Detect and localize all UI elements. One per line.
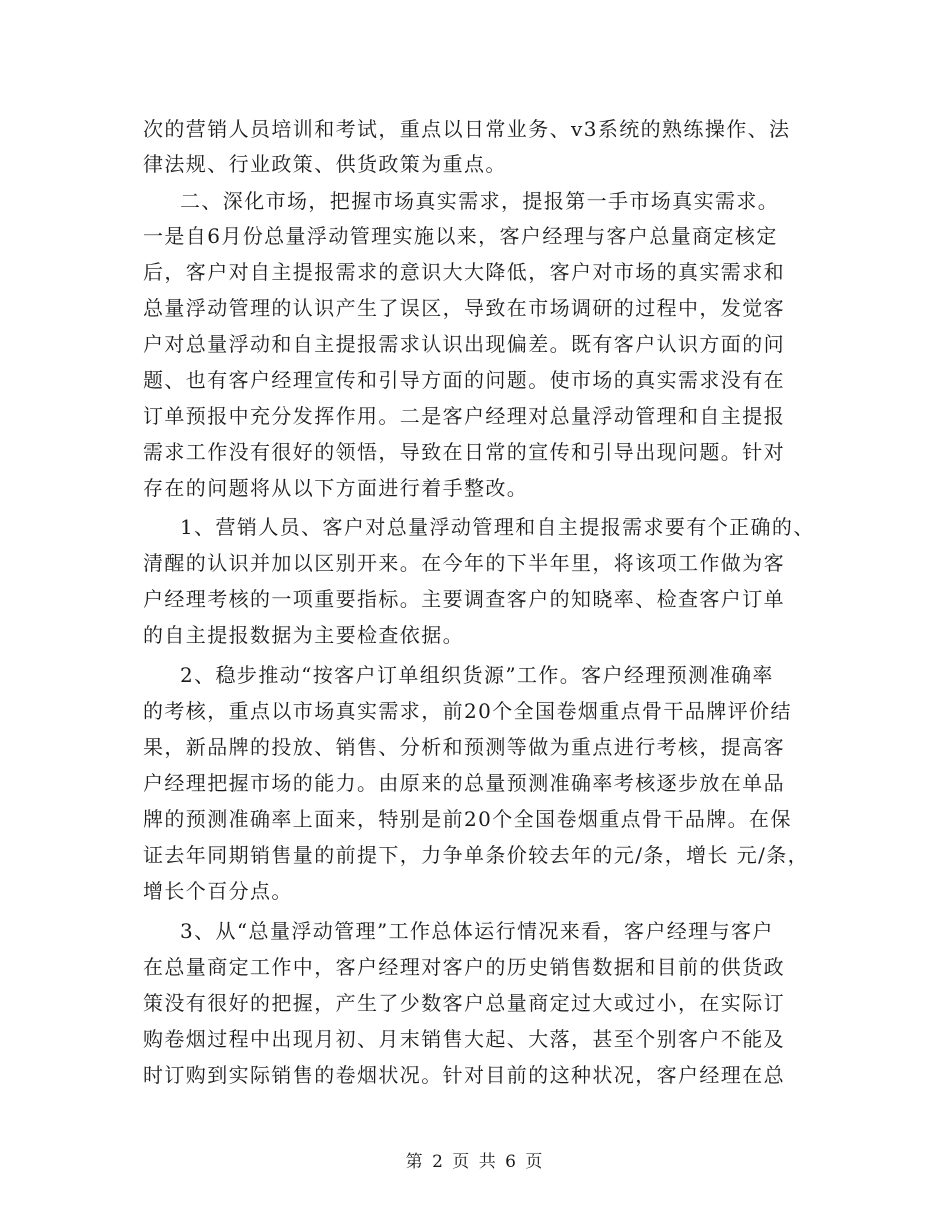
text-line: 题、也有客户经理宣传和引导方面的问题。使市场的真实需求没有在 — [143, 368, 785, 392]
paragraph-start: 3、从“总量浮动管理”工作总体运行情况来看，客户经理与客户 — [180, 919, 774, 943]
text-line: 总量浮动管理的认识产生了误区，导致在市场调研的过程中，发觉客 — [143, 296, 785, 320]
text-line: 一是自6月份总量浮动管理实施以来，客户经理与客户总量商定核定 — [143, 224, 778, 248]
section-heading: 二、深化市场，把握市场真实需求，提报第一手市场真实需求。 — [180, 189, 780, 213]
text-line: 次的营销人员培训和考试，重点以日常业务、v3系统的熟练操作、法 — [143, 117, 791, 141]
page-number-footer: 第 2 页 共 6 页 — [405, 1152, 545, 1172]
text-line: 时订购到实际销售的卷烟状况。针对目前的这种状况，客户经理在总 — [143, 1063, 785, 1087]
text-line: 的自主提报数据为主要检查依据。 — [143, 623, 464, 647]
text-line: 的考核，重点以市场真实需求，前20个全国卷烟重点骨干品牌评价结 — [143, 699, 792, 723]
text-line: 购卷烟过程中出现月初、月末销售大起、大落，甚至个别客户不能及 — [143, 1027, 785, 1051]
text-line: 需求工作没有很好的领悟，导致在日常的宣传和引导出现问题。针对 — [143, 440, 785, 464]
text-line: 后，客户对自主提报需求的意识大大降低，客户对市场的真实需求和 — [143, 260, 785, 284]
paragraph-start: 1、营销人员、客户对总量浮动管理和自主提报需求要有个正确的、 — [180, 515, 815, 539]
text-line: 增长个百分点。 — [143, 879, 293, 903]
text-line: 存在的问题将从以下方面进行着手整改。 — [143, 476, 529, 500]
text-line: 户对总量浮动和自主提报需求认识出现偏差。既有客户认识方面的问 — [143, 332, 785, 356]
text-line: 律法规、行业政策、供货政策为重点。 — [143, 152, 507, 176]
text-line: 证去年同期销售量的前提下，力争单条价较去年的元/条，增长 元/条， — [143, 843, 810, 867]
text-line: 牌的预测准确率上面来，特别是前20个全国卷烟重点骨干品牌。在保 — [143, 807, 792, 831]
text-line: 户经理把握市场的能力。由原来的总量预测准确率考核逐步放在单品 — [143, 771, 785, 795]
text-line: 清醒的认识并加以区别开来。在今年的下半年里，将该项工作做为客 — [143, 551, 785, 575]
text-line: 在总量商定工作中，客户经理对客户的历史销售数据和目前的供货政 — [143, 955, 785, 979]
text-line: 户经理考核的一项重要指标。主要调查客户的知晓率、检查客户订单 — [143, 587, 785, 611]
paragraph-start: 2、稳步推动“按客户订单组织货源”工作。客户经理预测准确率 — [180, 663, 774, 687]
text-line: 订单预报中充分发挥作用。二是客户经理对总量浮动管理和自主提报 — [143, 404, 785, 428]
text-line: 策没有很好的把握，产生了少数客户总量商定过大或过小，在实际订 — [143, 991, 785, 1015]
text-line: 果，新品牌的投放、销售、分析和预测等做为重点进行考核，提高客 — [143, 735, 785, 759]
